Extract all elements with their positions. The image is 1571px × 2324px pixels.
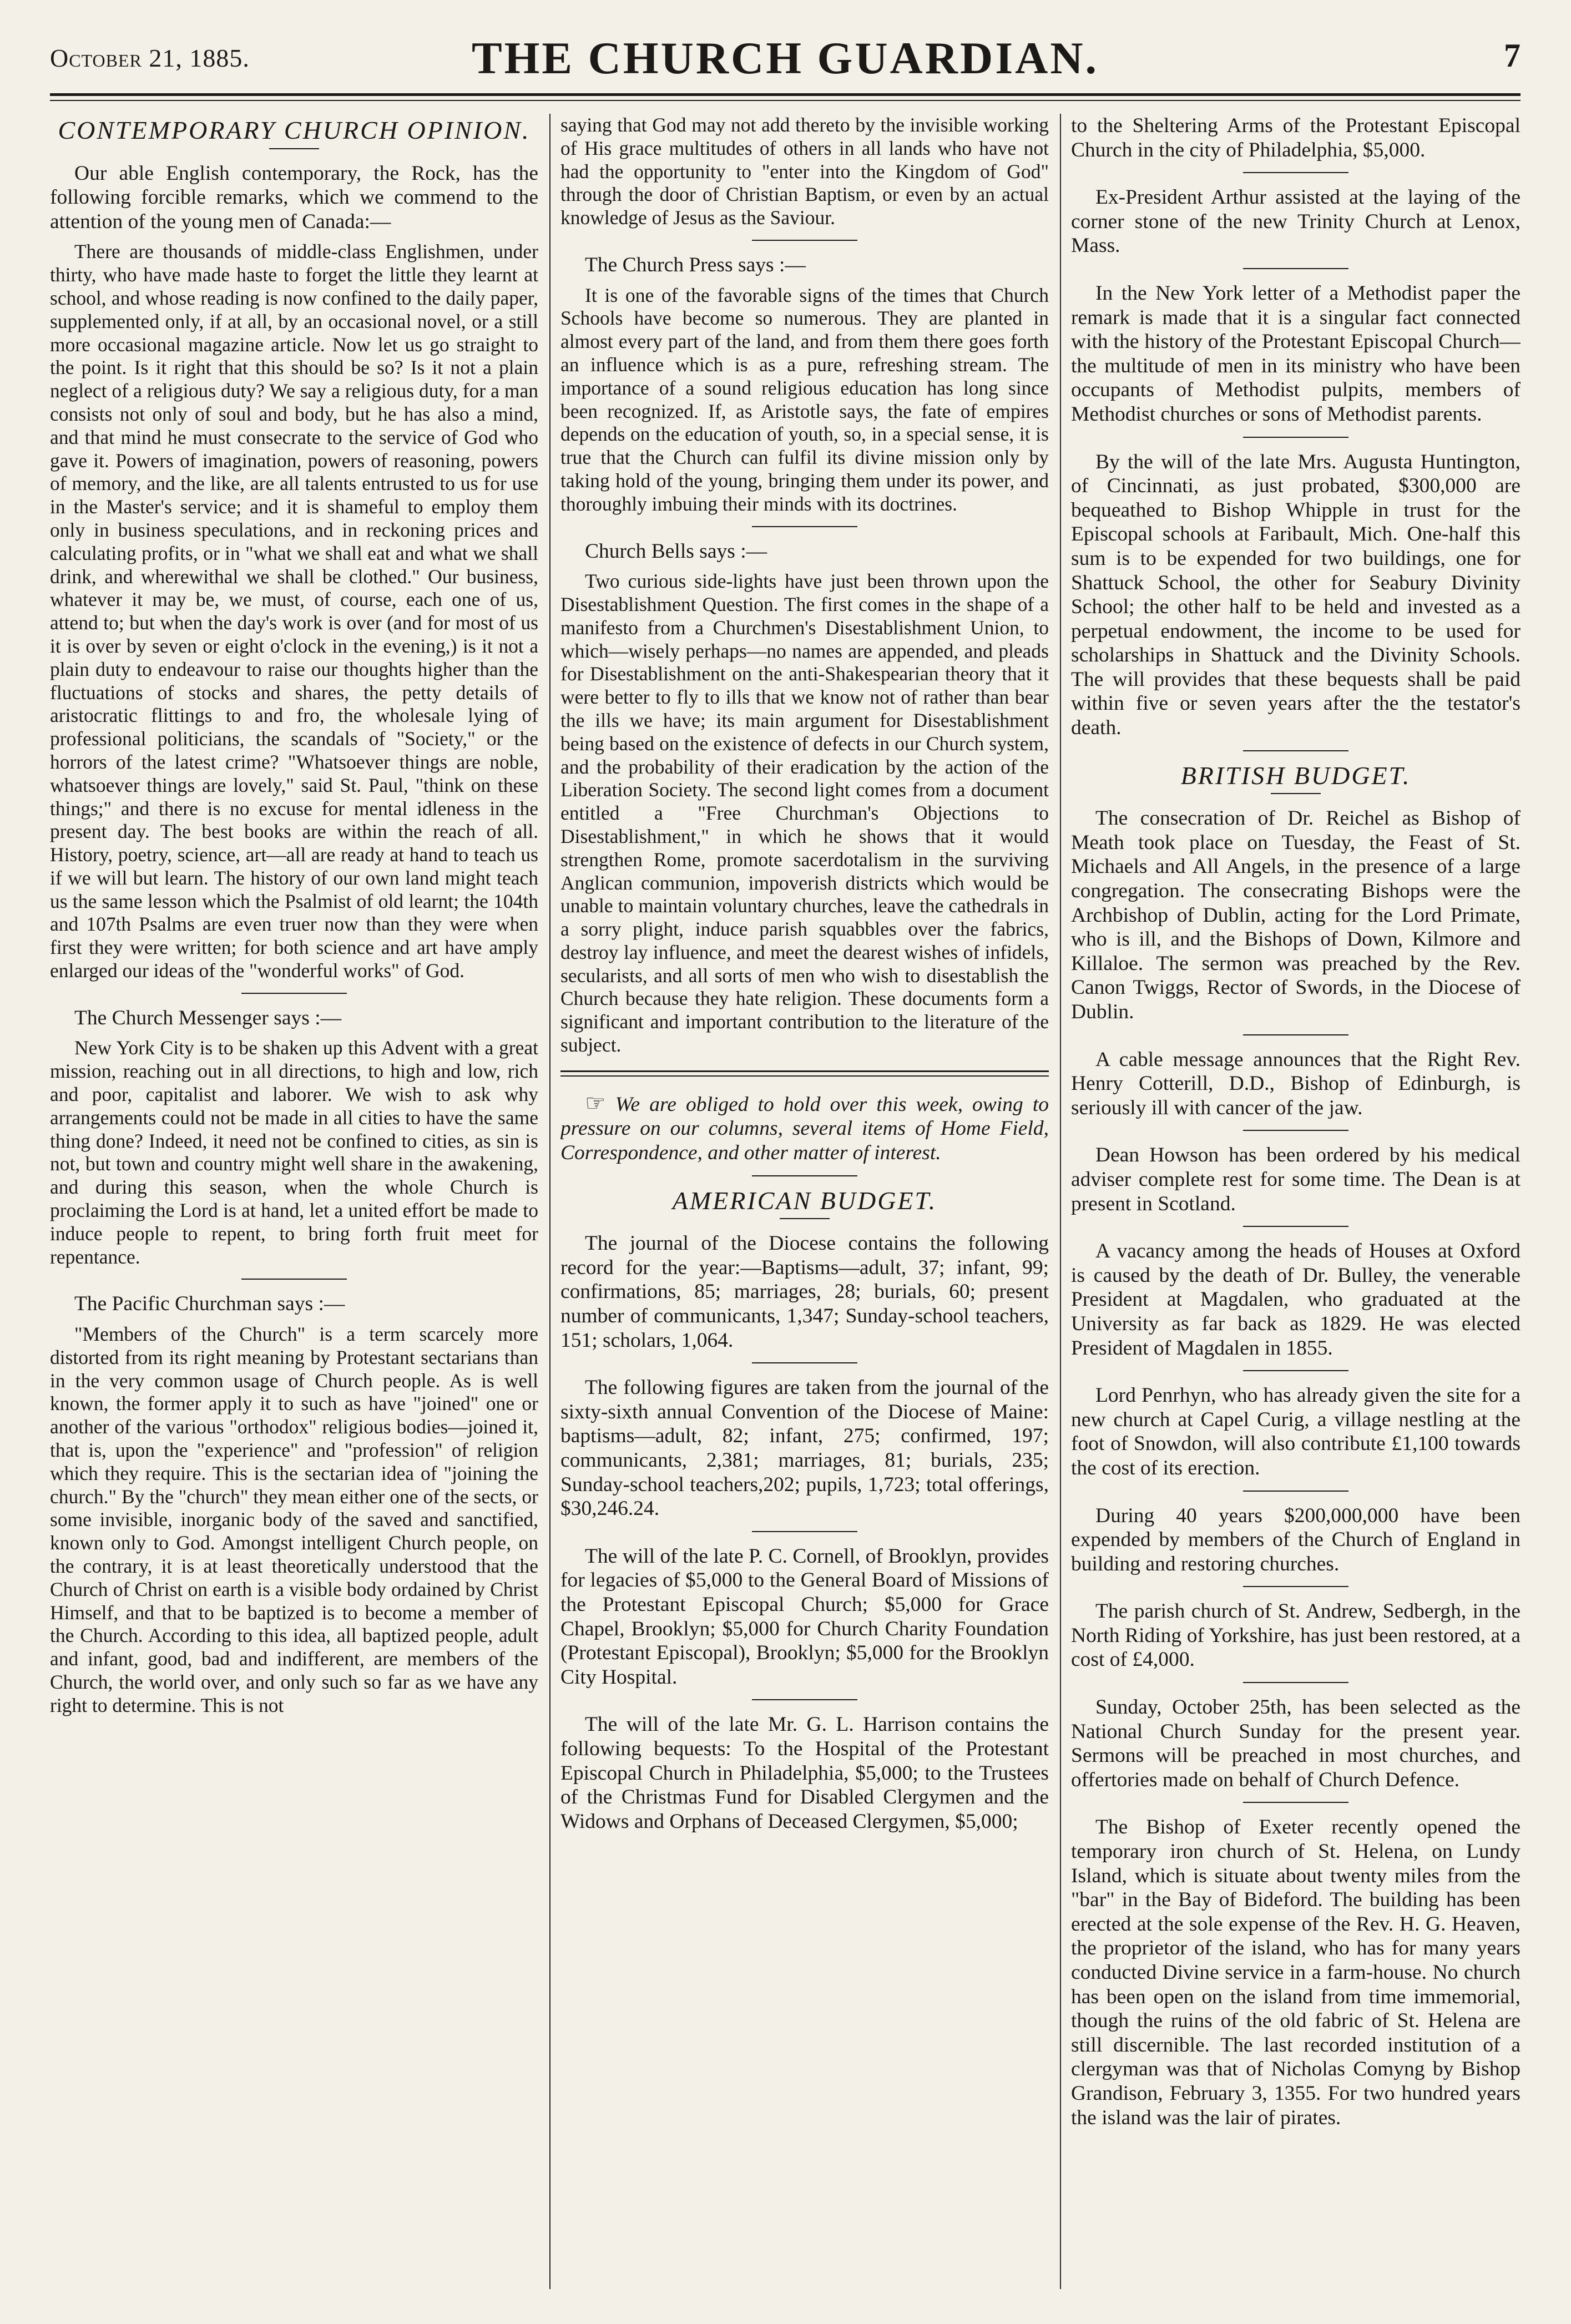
quoted-paragraph: Two curious side-lights have just been thrown upon the Disestablishment Question. The first comes in the shape of a manifesto from a Churchmen's Disestablishment Union, to which—wisely perhaps—no names are appended, and pleads for Disestablishment on the anti-Shakespearian theory that it were better to fly to ills that we know not of rather than bear the ills we have; its main argument for Disestablishment being based on the existence of defects in our Church system, and the probability of their eradication by the action of the Liberation Society. The second light comes from a document entitled a "Free Churchman's Objections to Disestablishment," in which he shows that it would strengthen Rome, promote sacerdotalism in the surviving Anglican communion, impoverish districts which would be unable to maintain voluntary churches, leave the cathedrals in a sorry plight, induce parish squabbles over the fabrics, destroy lay influence, and meet the dearest wishes of infidels, secularists, and all sorts of men who wish to disestablish the Church because they hate religion. These documents form a significant and important contribution to the literature of the subject. — [560, 570, 1049, 1057]
section-heading-american-budget: AMERICAN BUDGET. — [672, 1186, 937, 1215]
news-item: The will of the late Mr. G. L. Harrison contains the following bequests: To the Hospital of the Protestant Episcopal Church in Philadelphia, $5,000; to the Trustees of the Christmas Fund for Disabled Clergymen and the Widows and Orphans of Deceased Clergymen, $5,000; — [560, 1713, 1049, 1833]
quoted-paragraph: There are thousands of middle-class Englishmen, under thirty, who have made haste to forget the little they learnt at school, and whose reading is now confined to the daily paper, supplemented only, if at all, by an occasional novel, or a still more occasional magazine article. Now let us go straight to the point. Is it right that this should be so? Is it not a plain neglect of a religious duty? We say a religious duty, for a man consists not only of soul and body, but he has also a mind, and that mind he must consecrate to the service of God who gave it. Powers of imagination, powers of reasoning, powers of memory, and the like, are all talents entrusted to us for use in the Master's service; and it is shameful to employ them only in business speculations, and in reckoning prices and calculating profits, or in "what we shall eat and what we shall drink, and wherewithal we shall be clothed." Our business, whatever it may be, we must, of course, each one of us, attend to; but when the day's work is over (and for most of us it is over by seven or eight o'clock in the evening,) is it not a plain duty to endeavour to raise our thoughts higher than the fluctuations of stocks and shares, the petty details of aristocratic flittings to and fro, the wholesale lying of professional politicians, the scandals of "Society," or the horrors of the latest crime? "Whatsoever things are noble, whatsoever things are lovely," said St. Paul, "think on these things;" and there is no excuse for mental idleness in the present day. The best books are within the reach of all. History, poetry, science, art—all are ready at hand to teach us if we will but learn. The history of our own land might teach us the same lesson which the Psalmist of old learnt; the 104th and 107th Psalms are even truer now than they were when first they were written; for both science and art have amply enlarged our ideas of the "wonderful works" of God. — [50, 240, 538, 982]
article-separator — [1243, 1130, 1348, 1131]
news-item: A vacancy among the heads of Houses at Oxford is caused by the death of Dr. Bulley, the venerable President at Magdalen, who graduated at the University as far back as 1829. He was elected President of Magdalen in 1855. — [1071, 1240, 1521, 1360]
article-intro: Our able English contemporary, the Rock, has the following forcible remarks, which we commend to the attention of the young men of Canada:— — [50, 161, 538, 233]
article-separator — [1243, 1491, 1348, 1492]
notice-text: We are obliged to hold over this week, owing to pressure on our columns, several items of Home Field, Correspondence, and other matter of interest. — [560, 1093, 1049, 1165]
article-separator — [1243, 268, 1348, 269]
news-item: In the New York letter of a Methodist paper the remark is made that it is a singular fact connected with the history of the Protestant Episcopal Church—the multitude of men in its ministry who have been occupants of Methodist pulpits, members of Methodist churches or sons of Methodist parents. — [1071, 281, 1521, 426]
column-3 — [1071, 114, 1521, 2289]
news-item: Dean Howson has been ordered by his medical adviser complete rest for some time. The Dean is at present in Scotland. — [1071, 1144, 1521, 1215]
news-item: Sunday, October 25th, has been selected as the National Church Sunday for the present year. Sermons will be preached in most churches, and offertories made on behalf of Church Defence. — [1071, 1696, 1521, 1791]
heading-rule — [780, 1218, 830, 1219]
editorial-notice — [560, 1092, 1049, 1165]
double-rule — [560, 1070, 1049, 1077]
article-intro: Church Bells says :— — [585, 539, 767, 563]
pointing-hand-icon: ☞ — [585, 1090, 606, 1116]
masthead-rule-thin — [50, 100, 1521, 101]
column-1 — [50, 114, 538, 2289]
heading-rule — [269, 148, 319, 149]
masthead-rule — [50, 93, 1521, 96]
article-separator — [1243, 1802, 1348, 1803]
news-item: The following figures are taken from the journal of the sixty-sixth annual Convention of the Diocese of Maine: baptisms—adult, 82; infant, 275; confirmed, 197; communicants, 2,381; marriages, 81; burials, 235; Sunday-school teachers,202; pupils, 1,723; total offerings, $30,246.24. — [560, 1376, 1049, 1520]
news-item: The consecration of Dr. Reichel as Bishop of Meath took place on Tuesday, the Feast of St. Michaels and All Angels, in the presence of a large congregation. The consecrating Bishops were the Archbishop of Dublin, acting for the Lord Primate, who is ill, and the Bishops of Down, Kilmore and Killaloe. The sermon was preached by the Rev. Canon Twiggs, Rector of Swords, in the Diocese of Dublin. — [1071, 807, 1521, 1023]
heading-rule — [1271, 793, 1321, 794]
column-2 — [560, 114, 1049, 2289]
quoted-paragraph: It is one of the favorable signs of the times that Church Schools have become so numerous. They are planted in almost every part of the land, and from them there goes forth an influence which is as a pure, refreshing stream. The importance of a sound religious education has long since been recognized. If, as Aristotle says, the fate of empires depends on the education of youth, so, in a special sense, it is true that the Church can fulfil its divine mission only by taking hold of the young, bringing them under its power, and thoroughly imbuing their minds with its doctrines. — [560, 284, 1049, 515]
news-item: to the Sheltering Arms of the Protestant Episcopal Church in the city of Philadelphia, $5,000. — [1071, 114, 1521, 161]
article-separator — [1243, 1586, 1348, 1587]
masthead — [50, 21, 1521, 104]
article-separator — [1243, 1682, 1348, 1683]
newspaper-title: THE CHURCH GUARDIAN. — [471, 33, 1099, 83]
article-intro: The Pacific Churchman says :— — [74, 1292, 345, 1316]
article-separator — [752, 240, 857, 241]
article-separator — [752, 1531, 857, 1532]
news-item: During 40 years $200,000,000 have been expended by members of the Church of England in building and restoring churches. — [1071, 1504, 1521, 1575]
article-separator — [1243, 437, 1348, 438]
quoted-paragraph: "Members of the Church" is a term scarcely more distorted from its right meaning by Protestant sectarians than in the very common usage of Church people. As is well known, the former apply it to such as have "joined" one or another of the various "orthodox" religious bodies—joined it, that is, upon the "experience" and "profession" of religion which they require. This is the sectarian idea of "joining the church." By the "church" they mean either one of the sects, or some invisible, inorganic body of the saved and sanctified, known only to God. Amongst intelligent Church people, on the contrary, it is at least theoretically understood that the Church of Christ on earth is a visible body ordained by Christ Himself, and that to be baptized is to become a member of the Church. According to this idea, all baptized people, adult and infant, good, bad and indifferent, are members of the Church, the world over, and only such so far as we have any right to determine. This is not — [50, 1323, 538, 1716]
article-separator — [752, 1699, 857, 1700]
news-item: The journal of the Diocese contains the following record for the year:—Baptisms—adult, 37; infant, 99; confirmations, 85; marriages, 28; burials, 60; present number of communicants, 1,347; Sunday-school teachers, 151; scholars, 1,064. — [560, 1232, 1049, 1352]
article-separator — [752, 526, 857, 527]
news-item: Ex-President Arthur assisted at the laying of the corner stone of the new Trinity Church at Lenox, Mass. — [1071, 186, 1521, 257]
quoted-paragraph: New York City is to be shaken up this Advent with a great mission, reaching out in all directions, to high and low, rich and poor, capitalist and laborer. We wish to ask why arrangements could not be made in all cities to have the same thing done? Indeed, it need not be confined to cities, as sin is not, but town and country might well share in the awakening, and during this season, when the whole Church is proclaiming the Lord is at hand, let a united effort be made to induce people to repent, to bring forth fruit meet for repentance. — [50, 1037, 538, 1268]
article-separator — [1243, 1226, 1348, 1227]
article-intro: The Church Press says :— — [585, 253, 806, 276]
article-separator — [1243, 1034, 1348, 1035]
article-separator — [1243, 750, 1348, 751]
news-item: The will of the late P. C. Cornell, of Brooklyn, provides for legacies of $5,000 to the General Board of Missions of the Protestant Episcopal Church; $5,000 for Grace Chapel, Brooklyn; $5,000 for Church Charity Foundation (Protestant Episcopal), Brooklyn; $5,000 for the Brooklyn City Hospital. — [560, 1544, 1049, 1689]
section-heading-contemporary-opinion: CONTEMPORARY CHURCH OPINION. — [58, 116, 531, 144]
section-heading-british-budget: BRITISH BUDGET. — [1180, 761, 1411, 790]
quoted-paragraph: saying that God may not add thereto by the invisible working of His grace multitudes of others in all lands who have not had the opportunity to "enter into the Kingdom of God" through the door of Christian Baptism, or even by an actual knowledge of Jesus as the Saviour. — [560, 114, 1049, 229]
article-separator — [752, 1175, 857, 1176]
news-item: The Bishop of Exeter recently opened the temporary iron church of St. Helena, on Lundy Island, which is situate about twenty miles from the "bar" in the Bay of Bideford. The building has been erected at the sole expense of the Rev. H. G. Heaven, the proprietor of the island, who has for many years conducted Divine service in a farm-house. No church has been open on the island from time immemorial, though the ruins of the old fabric of St. Helena are still discernible. The last recorded institution of a clergyman was that of Nicholas Comyng by Bishop Grandison, February 3, 1355. For two hundred years the island was the lair of pirates. — [1071, 1816, 1521, 2129]
page-number: 7 — [1504, 37, 1521, 74]
article-separator — [241, 1279, 347, 1280]
article-separator — [241, 993, 347, 994]
issue-date: October 21, 1885. — [50, 44, 250, 72]
article-intro: The Church Messenger says :— — [74, 1006, 342, 1029]
news-item: The parish church of St. Andrew, Sedbergh, in the North Riding of Yorkshire, has just been restored, at a cost of £4,000. — [1071, 1600, 1521, 1671]
article-separator — [1243, 172, 1348, 173]
article-separator — [752, 1362, 857, 1363]
column-divider — [1060, 114, 1061, 2289]
article-separator — [1243, 1370, 1348, 1371]
column-divider — [549, 114, 550, 2289]
news-item: Lord Penrhyn, who has already given the site for a new church at Capel Curig, a village nestling at the foot of Snowdon, will also contribute £1,100 towards the cost of its erection. — [1071, 1384, 1521, 1479]
news-item: A cable message announces that the Right Rev. Henry Cotterill, D.D., Bishop of Edinburgh, is seriously ill with cancer of the jaw. — [1071, 1048, 1521, 1119]
news-item: By the will of the late Mrs. Augusta Huntington, of Cincinnati, as just probated, $300,000 are bequeathed to Bishop Whipple in trust for the Episcopal schools at Faribault, Mich. One-half this sum is to be expended for two buildings, one for Shattuck School, the other for Seabury Divinity School; the other half to be held and invested as a perpetual endowment, the income to be used for scholarships in Shattuck and the Divinity Schools. The will provides that these bequests shall be paid within five or seven years after the the testator's death. — [1071, 450, 1521, 740]
